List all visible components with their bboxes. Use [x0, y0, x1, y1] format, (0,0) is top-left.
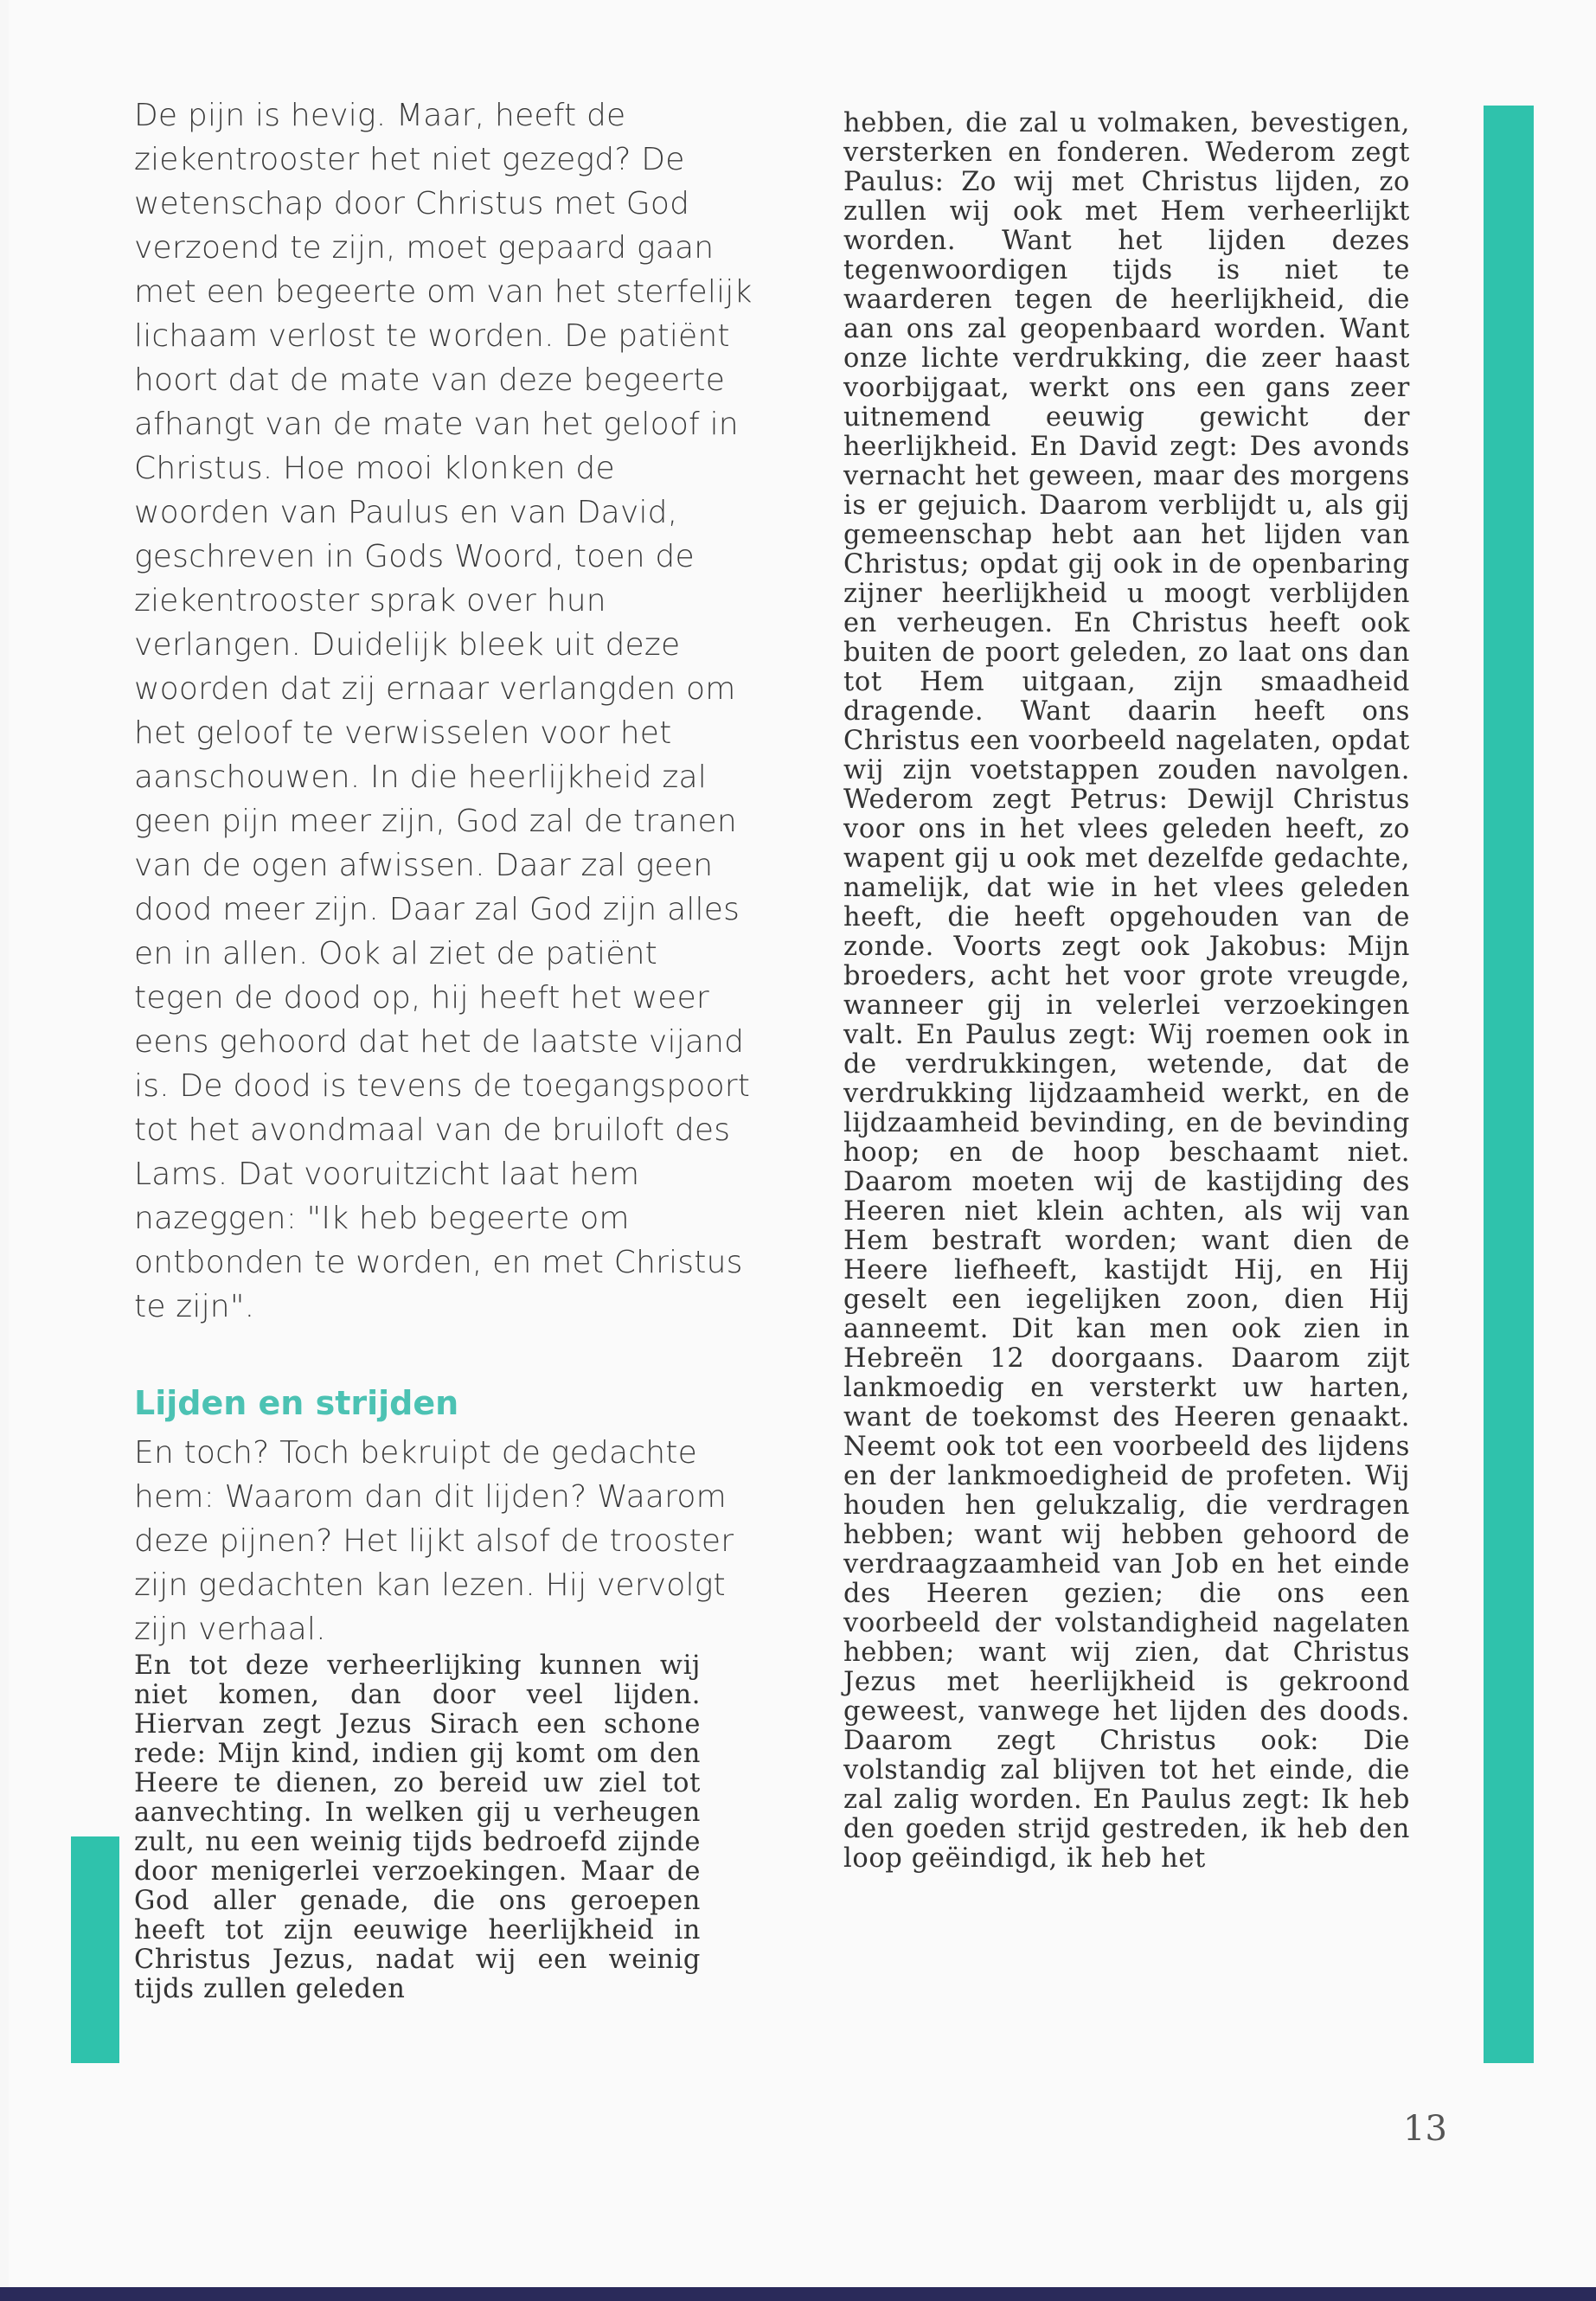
- bottom-edge: [0, 2287, 1596, 2301]
- quote-continued: hebben, die zal u volmaken, bevestigen, versterken en fonderen. Wederom zegt Paulus: Zo wij met Christus lijden, zo zullen wij ook met Hem verheerlijkt worden. Want het lijden dezes tegenwoordigen tijds is niet te waarderen tegen de heerlijkheid, die aan ons zal geopenbaard worden. Want onze lichte verdrukking, die zeer haast voorbijgaat, werkt ons een gans zeer uitnemend eeuwig gewicht der heerlijkheid. En David zegt: Des avonds vernacht het geween, maar des morgens is er gejuich. Daarom verblijdt u, als gij gemeenschap hebt aan het lijden van Christus; opdat gij ook in de openbaring zijner heerlijkheid u moogt verblijden en verheugen. En Christus heeft ook buiten de poort geleden, zo laat ons dan tot Hem uitgaan, zijn smaadheid dragende. Want daarin heeft ons Christus een voorbeeld nagelaten, opdat wij zijn voetstappen zouden navolgen. Wederom zegt Petrus: Dewijl Christus voor ons in het vlees geleden heeft, zo wapent gij u ook met dezelfde gedachte, namelijk, dat wie in het vlees geleden heeft, die heeft opgehouden van de zonde. Voorts zegt ook Jakobus: Mijn broeders, acht het voor grote vreugde, wanneer gij in velerlei verzoekingen valt. En Paulus zegt: Wij roemen ook in de verdrukkingen, wetende, dat de verdrukking lijdzaamheid werkt, en de lijdzaamheid bevinding, en de bevinding hoop; en de hoop beschaamt niet. Daarom moeten wij de kastijding des Heeren niet klein achten, als wij van Hem bestraft worden; want dien de Heere liefheeft, kastijdt Hij, en Hij geselt een iegelijken zoon, dien Hij aanneemt. Dit kan men ook zien in Hebreën 12 doorgaans. Daarom zijt lankmoedig en versterkt uw harten, want de toekomst des Heeren genaakt. Neemt ook tot een voorbeeld des lijdens en der lankmoedigheid de profeten. Wij houden hen gelukzalig, die verdragen hebben; want wij hebben gehoord de verdraagzaamheid van Job en het einde des Heeren gezien; die ons een voorbeeld der volstandigheid nagelaten hebben; want wij zien, dat Christus Jezus met heerlijkheid is gekroond geweest, vanwege het lijden des doods. Daarom zegt Christus ook: Die volstandig zal blijven tot het einde, die zal zalig worden. En Paulus zegt: Ik heb den goeden strijd gestreden, ik heb den loop geëindigd, ik heb het: [843, 108, 1410, 1874]
- section-paragraph: En toch? Toch bekruipt de gedachte hem: Waarom dan dit lijden? Waarom deze pijnen? Het lijkt alsof de trooster zijn gedachten kan lezen. Hij vervolgt zijn verhaal.: [134, 1435, 734, 1647]
- accent-bar-right: [1484, 106, 1534, 2063]
- page: [9, 0, 1596, 2301]
- page-number: 13: [1403, 2109, 1447, 2149]
- section-heading: Lijden en strijden: [134, 1384, 459, 1422]
- left-column: [134, 93, 757, 2004]
- section-text: [134, 1431, 757, 1651]
- intro-text: [134, 93, 757, 1329]
- right-column: [843, 109, 1410, 1874]
- intro-paragraph: De pijn is hevig. Maar, heeft de ziekentrooster het niet gezegd? De wetenschap door Christus met God verzoend te zijn, moet gepaard gaan met een begeerte om van het sterfelijk lichaam verlost te worden. De patiënt hoort dat de mate van deze begeerte afhangt van de mate van het geloof in Christus. Hoe mooi klonken de woorden van Paulus en van David, geschreven in Gods Woord, toen de ziekentrooster sprak over hun verlangen. Duidelijk bleek uit deze woorden dat zij ernaar verlangden om het geloof te verwisselen voor het aanschouwen. In die heerlijkheid zal geen pijn meer zijn, God zal de tranen van de ogen afwissen. Daar zal geen dood meer zijn. Daar zal God zijn alles en in allen. Ook al ziet de patiënt tegen de dood op, hij heeft het weer eens gehoord dat het de laatste vijand is. De dood is tevens de toegangspoort tot het avondmaal van de bruiloft des Lams. Dat vooruitzicht laat hem nazeggen: "Ik heb begeerte om ontbonden te worden, en met Christus te zijn".: [134, 98, 753, 1324]
- accent-bar-left: [71, 1836, 119, 2063]
- quote-block-left: [134, 1651, 701, 2004]
- quote-start: En tot deze verheerlijking kunnen wij niet komen, dan door veel lijden. Hiervan zegt Jezus Sirach een schone rede: Mijn kind, indien gij komt om den Heere te dienen, zo bereid uw ziel tot aanvechting. In welken gij u verheugen zult, nu een weinig tijds bedroefd zijnde door menigerlei verzoekingen. Maar de God aller genade, die ons geroepen heeft tot zijn eeuwige heerlijkheid in Christus Jezus, nadat wij een weinig tijds zullen geleden: [134, 1650, 701, 2004]
